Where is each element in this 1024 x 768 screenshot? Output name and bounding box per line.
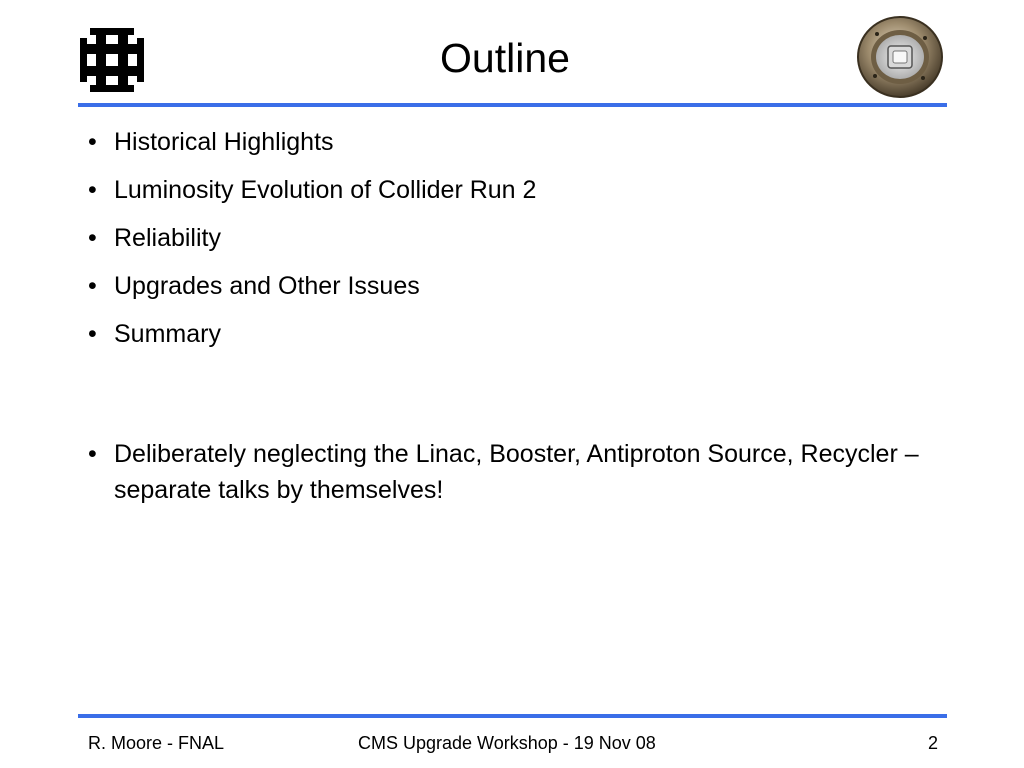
bullet-item (88, 124, 928, 160)
footer-rule (78, 714, 947, 718)
bullet-item (88, 172, 928, 208)
bullet-text: Reliability (114, 224, 221, 252)
bullet-glyph: • (88, 440, 97, 468)
bullet-text: Upgrades and Other Issues (114, 272, 420, 300)
bullet-item (88, 436, 928, 508)
bullet-text: Historical Highlights (114, 128, 334, 156)
page-number: 2 (927, 733, 938, 753)
header-rule (78, 103, 947, 107)
bullet-text: Deliberately neglecting the Linac, Booster, Antiproton Source, Recycler – separate talks by themselves! (114, 440, 919, 504)
bullet-text: Summary (114, 320, 221, 348)
bullet-item (88, 316, 928, 352)
bullet-glyph: • (88, 272, 97, 300)
footer-event: CMS Upgrade Workshop - 19 Nov 08 (358, 733, 656, 753)
bullet-glyph: • (88, 320, 97, 348)
bullet-item (88, 220, 928, 256)
bullet-item (88, 268, 928, 304)
bullet-glyph: • (88, 176, 97, 204)
footer-author: R. Moore - FNAL (88, 733, 225, 753)
bullet-text: Luminosity Evolution of Collider Run 2 (114, 176, 537, 204)
bullet-list (88, 124, 928, 520)
bullet-glyph: • (88, 128, 97, 156)
bullet-glyph: • (88, 224, 97, 252)
slide-title: Outline (440, 35, 570, 81)
